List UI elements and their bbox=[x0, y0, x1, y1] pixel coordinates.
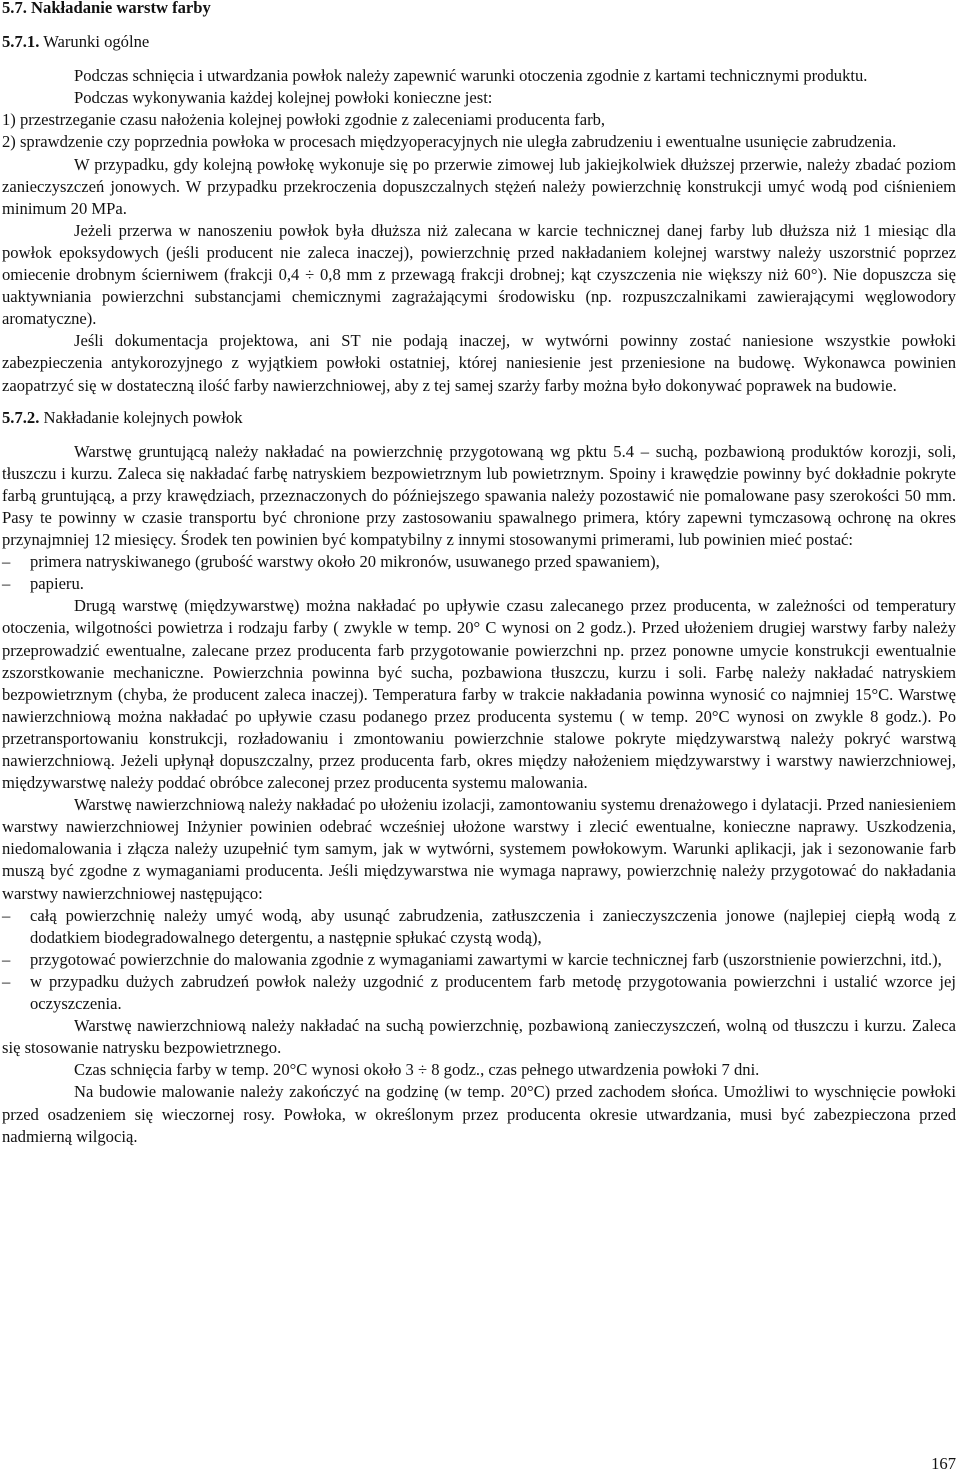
list-item bbox=[2, 949, 956, 971]
paragraph-1: Podczas schnięcia i utwardzania powłok należy zapewnić warunki otoczenia zgodnie z kartami technicznymi produktu. bbox=[74, 66, 868, 86]
paragraph-10: Czas schnięcia farby w temp. 20°C wynosi około 3 ÷ 8 godz., czas pełnego utwardzenia powłoki 7 dni. bbox=[74, 1060, 760, 1080]
list-dash: – bbox=[2, 552, 11, 572]
list-item-text: primera natryskiwanego (grubość warstwy około 20 mikronów, usuwanego przed spawaniem), bbox=[30, 552, 660, 572]
paragraph-4: Jeżeli przerwa w nanoszeniu powłok była dłuższa niż zalecana w karcie technicznej danej farby lub dłuższa niż 1 miesiąc dla powłok epoksydowych (jeśli producent nie zaleca inaczej), powierzchnię przed nakładaniem kolejnej warstwy należy uszorstnić poprzez omiecenie drobnym ścierniwem (frakcji 0,4 ÷ 0,8 mm z przewagą frakcji drobnej; kąt czyszczenia nie większy niż 60°). Nie dopuszcza się uaktywniania powierzchni substancjami chemicznymi zagrażającymi środowisku (np. rozpuszczalnikami zawierającymi węglowodory aromatyczne). bbox=[2, 220, 956, 329]
numbered-item-1: 1) przestrzeganie czasu nałożenia kolejnej powłoki zgodnie z zaleceniami producenta farb, bbox=[2, 110, 606, 130]
subsection-number-1: 5.7.1. bbox=[2, 32, 40, 52]
subsection-title-1: Warunki ogólne bbox=[43, 32, 150, 52]
list-item-text: całą powierzchnię należy umyć wodą, aby usunąć zabrudzenia, zatłuszczenia i zanieczyszczenia jonowe (najlepiej ciepłą wodą z dodatkiem biodegradowalnego detergentu, a następnie spłukać czystą wodą), bbox=[30, 905, 956, 947]
list-dash: – bbox=[2, 905, 11, 925]
list-item bbox=[2, 573, 956, 595]
list-dash: – bbox=[2, 949, 11, 969]
page-content bbox=[2, 0, 956, 1148]
paragraph-9: Warstwę nawierzchniową należy nakładać na suchą powierzchnię, pozbawioną zanieczyszczeń, wolną od tłuszczu i kurzu. Zaleca się stosowanie natrysku bezpowietrznego. bbox=[2, 1016, 956, 1058]
section-title: Nakładanie warstw farby bbox=[31, 0, 211, 17]
list-item bbox=[2, 971, 956, 1015]
paragraph-5: Jeśli dokumentacja projektowa, ani ST nie podają inaczej, w wytwórni powinny zostać naniesione wszystkie powłoki zabezpieczenia antykorozyjnego z wyjątkiem powłoki ostatniej, której naniesienie jest przeniesione na budowę. Wykonawca powinien zaopatrzyć się w dostateczną ilość farby nawierzchniowej, aby z tej samej szarży farby można było dokonywać poprawek na budowie. bbox=[2, 331, 956, 395]
paragraph-3: W przypadku, gdy kolejną powłokę wykonuje się po przerwie zimowej lub jakiejkolwiek dłuższej przerwie, należy zbadać poziom zanieczyszczeń jonowych. W przypadku przekroczenia dopuszczalnych stężeń należy powierzchnię konstrukcji umyć wodą pod ciśnieniem minimum 20 MPa. bbox=[2, 154, 956, 218]
numbered-item-2: 2) sprawdzenie czy poprzednia powłoka w procesach międzyoperacyjnych nie uległa zabrudzeniu i ewentualne usunięcie zabrudzenia. bbox=[2, 132, 897, 152]
paragraph-6: Warstwę gruntującą należy nakładać na powierzchnię przygotowaną wg pktu 5.4 – suchą, pozbawioną produktów korozji, soli, tłuszczu i kurzu. Zaleca się nakładać farbę natryskiem bezpowietrznym lub powietrznym. Spoiny i krawędzie powinny być dokładnie pokryte farbą gruntującą, a przy krawędziach, przeznaczonych do późniejszego spawania należy pozostawić nie pomalowane pasy szerokości 50 mm. Pasy te powinny w czasie transportu być chronione przy zastosowaniu spawalnego primera, który zapewni tymczasową ochronę na okres przynajmniej 12 miesięcy. Środek ten powinien być kompatybilny z innymi stosowanymi primerami, lub powinien mieć postać: bbox=[2, 441, 956, 550]
section-number: 5.7. bbox=[2, 0, 27, 17]
section-heading bbox=[2, 0, 956, 19]
paragraph-8: Warstwę nawierzchniową należy nakładać po ułożeniu izolacji, zamontowaniu systemu drenażowego i dylatacji. Przed naniesieniem warstwy nawierzchniowej Inżynier powinien odebrać wcześniej ułożone warstwy i zlecić ewentualne, konieczne naprawy. Uszkodzenia, niedomalowania i złącza należy uzupełnić tym samym, jak w wytwórni, systemem powłokowym. Warunki aplikacji, jak i sezonowanie farb muszą być zgodne z wymaganiami producenta. Jeśli międzywarstwa nie wymaga naprawy, powierzchnię należy przygotować do nakładania warstwy nawierzchniowej następująco: bbox=[2, 795, 956, 903]
list-item bbox=[2, 551, 956, 573]
subsection-heading-1 bbox=[2, 31, 956, 53]
list-item-text: przygotować powierzchnie do malowania zgodnie z wymaganiami zawartymi w karcie technicznej farb (uszorstnienie powierzchni, itd.), bbox=[30, 949, 942, 969]
paragraph-2: Podczas wykonywania każdej kolejnej powłoki konieczne jest: bbox=[74, 88, 493, 108]
subsection-heading-2 bbox=[2, 407, 956, 429]
list-item-text: papieru. bbox=[30, 574, 84, 594]
list-item bbox=[2, 905, 956, 949]
paragraph-7: Drugą warstwę (międzywarstwę) można nakładać po upływie czasu zalecanego przez producenta, w zależności od temperatury otoczenia, wilgotności powietrza i rodzaju farby ( zwykle w temp. 20° C wynosi on 2 godz.). Przed ułożeniem drugiej warstwy farby należy przeprowadzić ewentualne, zalecane przez producenta farb przygotowanie powierzchni np. przez ponowne umycie konstrukcji ewentualnie zszorstkowanie mechaniczne. Powierzchnia powinna być sucha, pozbawiona tłuszczu, kurzu i soli. Farbę należy nakładać natryskiem bezpowietrznym (chyba, że producent zaleca inaczej). Temperatura farby w trakcie nakładania powinna wynosić co najmniej 15°C. Warstwę nawierzchniową można nakładać po upływie czasu podanego przez producenta systemu ( w temp. 20°C wynosi on zwykle 8 godz.). Po przetransportowaniu konstrukcji, rozładowaniu i zmontowaniu powierzchnie stalowe pokryte międzywarstwą należy pokryć warstwą nawierzchniową. Jeżeli upłynął dopuszczalny, przez producenta farb, okres między nałożeniem międzywarstwy i warstwy nawierzchniowej, międzywarstwę należy poddać obróbce zaleconej przez producenta systemu malowania. bbox=[2, 596, 956, 793]
list-dash: – bbox=[2, 971, 11, 991]
subsection-number-2: 5.7.2. bbox=[2, 407, 40, 427]
list-dash: – bbox=[2, 574, 11, 594]
list-item-text: w przypadku dużych zabrudzeń powłok należy uzgodnić z producentem farb metodę przygotowania powierzchni i ustalić wzorce jej oczyszczenia. bbox=[30, 971, 956, 1014]
subsection-title-2: Nakładanie kolejnych powłok bbox=[43, 407, 243, 427]
page-number: 167 bbox=[931, 1453, 956, 1473]
paragraph-11: Na budowie malowanie należy zakończyć na godzinę (w temp. 20°C) przed zachodem słońca. Umożliwi to wyschnięcie powłoki przed osadzeniem się wieczornej rosy. Powłoka, w określonym przez producenta okresie utwardzania, musi być zabezpieczona przed nadmierną wilgocią. bbox=[2, 1082, 956, 1146]
